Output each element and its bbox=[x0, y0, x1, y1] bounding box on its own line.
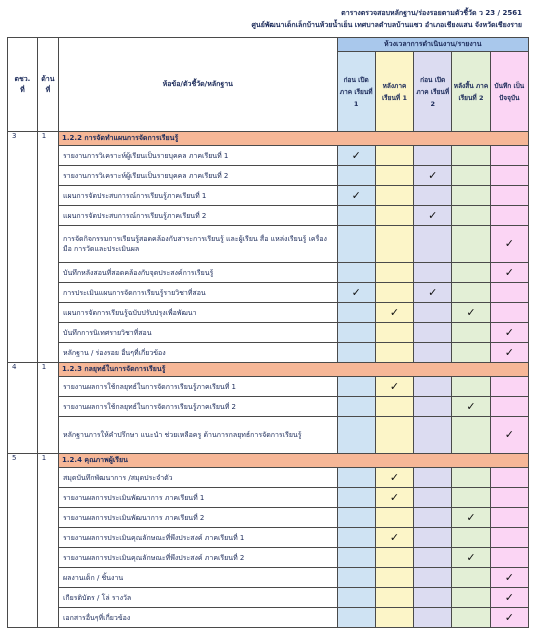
period-cell bbox=[414, 468, 452, 488]
period-cell bbox=[490, 186, 528, 206]
period-cell bbox=[337, 608, 375, 628]
evidence-item: เกียรติบัตร / โล่ รางวัล bbox=[59, 588, 338, 608]
evidence-item: รายงานการวิเคราะห์ผู้เรียนเป็นรายบุคคล ภาคเรียนที่ 1 bbox=[59, 146, 338, 166]
period-cell bbox=[452, 263, 490, 283]
evidence-table bbox=[7, 37, 529, 628]
evidence-item: สมุดบันทึกพัฒนาการ /สมุดประจำตัว bbox=[59, 468, 338, 488]
table-row bbox=[8, 588, 529, 608]
period-cell bbox=[375, 608, 413, 628]
evidence-item: รายงานผลการประเมินคุณลักษณะที่พึงประสงค์ ภาคเรียนที่ 1 bbox=[59, 528, 338, 548]
evidence-item: หลักฐาน / ร่องรอย อื่นๆที่เกี่ยวข้อง bbox=[59, 343, 338, 363]
period-cell bbox=[337, 397, 375, 417]
period-cell bbox=[452, 226, 490, 263]
evidence-item: แผนการจัดประสบการณ์การเรียนรู้ภาคเรียนที่ 2 bbox=[59, 206, 338, 226]
table-row bbox=[8, 206, 529, 226]
period-cell bbox=[375, 226, 413, 263]
check-mark-icon: ✓ bbox=[337, 283, 375, 303]
section-title: 1.2.4 คุณภาพผู้เรียน bbox=[59, 454, 529, 468]
evidence-item: แผนการจัดประสบการณ์การเรียนรู้ภาคเรียนที่ 1 bbox=[59, 186, 338, 206]
check-mark-icon: ✓ bbox=[490, 226, 528, 263]
period-cell bbox=[490, 468, 528, 488]
indicator-number: 3 bbox=[8, 132, 38, 363]
period-cell bbox=[375, 166, 413, 186]
column-header-item: ห้อข้อ/ตัวชี้วัด/หลักฐาน bbox=[59, 38, 338, 132]
check-mark-icon: ✓ bbox=[414, 206, 452, 226]
period-cell bbox=[414, 186, 452, 206]
check-mark-icon: ✓ bbox=[490, 568, 528, 588]
table-row bbox=[8, 283, 529, 303]
period-cell bbox=[375, 417, 413, 454]
period-cell bbox=[414, 226, 452, 263]
period-cell bbox=[452, 323, 490, 343]
aspect-number: 1 bbox=[37, 363, 58, 454]
table-row bbox=[8, 417, 529, 454]
period-cell bbox=[337, 263, 375, 283]
aspect-number: 1 bbox=[37, 454, 58, 628]
period-cell bbox=[452, 146, 490, 166]
column-header-period-1: ก่อน เปิด ภาค เรียนที่ 1 bbox=[337, 52, 375, 132]
check-mark-icon: ✓ bbox=[375, 303, 413, 323]
evidence-item: การจัดกิจกรรมการเรียนรู้สอดคล้องกับสาระการเรียนรู้ และผู้เรียน สื่อ แหล่งเรียนรู้ เครื่องมือ การวัดและประเมินผล bbox=[59, 226, 338, 263]
evidence-item: รายงานผลการใช้กลยุทธ์ในการจัดการเรียนรู้ภาคเรียนที่ 2 bbox=[59, 397, 338, 417]
check-mark-icon: ✓ bbox=[490, 608, 528, 628]
check-mark-icon: ✓ bbox=[490, 588, 528, 608]
period-cell bbox=[375, 508, 413, 528]
period-cell bbox=[414, 263, 452, 283]
period-cell bbox=[375, 588, 413, 608]
evidence-item: เอกสารอื่นๆที่เกี่ยวข้อง bbox=[59, 608, 338, 628]
evidence-item: หลักฐานการให้คำปรึกษา แนะนำ ช่วยเหลือครู ด้านการกลยุทธ์การจัดการเรียนรู้ bbox=[59, 417, 338, 454]
column-header-period-2: หลังภาค เรียนที่ 1 bbox=[375, 52, 413, 132]
column-header-id: ตชว. ที่ bbox=[8, 38, 38, 132]
check-mark-icon: ✓ bbox=[375, 377, 413, 397]
aspect-number: 1 bbox=[37, 132, 58, 363]
period-cell bbox=[414, 528, 452, 548]
period-cell bbox=[375, 263, 413, 283]
column-header-sub: ด้าน ที่ bbox=[37, 38, 58, 132]
period-cell bbox=[375, 146, 413, 166]
column-header-period-5: บันทึก เป็น ปัจจุบัน bbox=[490, 52, 528, 132]
evidence-item: รายงานผลการใช้กลยุทธ์ในการจัดการเรียนรู้ภาคเรียนที่ 1 bbox=[59, 377, 338, 397]
period-cell bbox=[490, 508, 528, 528]
period-cell bbox=[414, 303, 452, 323]
table-row bbox=[8, 377, 529, 397]
table-row bbox=[8, 343, 529, 363]
evidence-item: รายงานผลการประเมินพัฒนาการ ภาคเรียนที่ 2 bbox=[59, 508, 338, 528]
period-cell bbox=[452, 166, 490, 186]
table-row bbox=[8, 323, 529, 343]
table-row bbox=[8, 397, 529, 417]
indicator-number: 5 bbox=[8, 454, 38, 628]
period-cell bbox=[452, 417, 490, 454]
check-mark-icon: ✓ bbox=[452, 397, 490, 417]
period-cell bbox=[452, 468, 490, 488]
table-body bbox=[8, 132, 529, 628]
table-row bbox=[8, 488, 529, 508]
evidence-item: บันทึกหลังสอนที่สอดคล้องกับจุดประสงค์การเรียนรู้ bbox=[59, 263, 338, 283]
period-cell bbox=[337, 488, 375, 508]
column-header-period-4: หลังสิ้น ภาค เรียนที่ 2 bbox=[452, 52, 490, 132]
evidence-item: แผนการจัดการเรียนรู้ฉบับปรับปรุงเพื่อพัฒนา bbox=[59, 303, 338, 323]
check-mark-icon: ✓ bbox=[452, 548, 490, 568]
evidence-item: รายงานผลการประเมินคุณลักษณะที่พึงประสงค์ ภาคเรียนที่ 2 bbox=[59, 548, 338, 568]
evidence-item: รายงานผลการประเมินพัฒนาการ ภาคเรียนที่ 1 bbox=[59, 488, 338, 508]
check-mark-icon: ✓ bbox=[452, 508, 490, 528]
period-cell bbox=[490, 397, 528, 417]
table-row bbox=[8, 226, 529, 263]
check-mark-icon: ✓ bbox=[414, 166, 452, 186]
period-cell bbox=[375, 323, 413, 343]
period-cell bbox=[490, 303, 528, 323]
period-cell bbox=[490, 548, 528, 568]
table-row bbox=[8, 608, 529, 628]
period-cell bbox=[414, 323, 452, 343]
period-cell bbox=[452, 568, 490, 588]
period-cell bbox=[452, 343, 490, 363]
check-mark-icon: ✓ bbox=[375, 468, 413, 488]
period-cell bbox=[414, 608, 452, 628]
period-cell bbox=[490, 206, 528, 226]
period-cell bbox=[452, 283, 490, 303]
check-mark-icon: ✓ bbox=[375, 528, 413, 548]
period-cell bbox=[452, 528, 490, 548]
period-cell bbox=[490, 146, 528, 166]
period-cell bbox=[452, 588, 490, 608]
period-cell bbox=[414, 508, 452, 528]
period-cell bbox=[337, 206, 375, 226]
evidence-item: การประเมินแผนการจัดการเรียนรู้รายวิชาที่สอน bbox=[59, 283, 338, 303]
section-title: 1.2.3 กลยุทธ์ในการจัดการเรียนรู้ bbox=[59, 363, 529, 377]
document-subtitle: ศูนย์พัฒนาเด็กเล็กบ้านห้วยน้ำเย็น เทศบาลตำบลบ้านแซว อำเภอเชียงแสน จังหวัดเชียงราย bbox=[251, 21, 522, 29]
period-cell bbox=[490, 166, 528, 186]
section-title: 1.2.2 การจัดทำแผนการจัดการเรียนรู้ bbox=[59, 132, 529, 146]
check-mark-icon: ✓ bbox=[337, 186, 375, 206]
check-mark-icon: ✓ bbox=[414, 283, 452, 303]
period-cell bbox=[414, 568, 452, 588]
period-cell bbox=[452, 206, 490, 226]
period-cell bbox=[375, 186, 413, 206]
check-mark-icon: ✓ bbox=[452, 303, 490, 323]
period-cell bbox=[337, 528, 375, 548]
check-mark-icon: ✓ bbox=[490, 323, 528, 343]
check-mark-icon: ✓ bbox=[337, 146, 375, 166]
check-mark-icon: ✓ bbox=[375, 488, 413, 508]
table-row bbox=[8, 548, 529, 568]
period-cell bbox=[490, 488, 528, 508]
period-cell bbox=[414, 343, 452, 363]
table-row bbox=[8, 166, 529, 186]
period-cell bbox=[375, 397, 413, 417]
table-row bbox=[8, 468, 529, 488]
indicator-number: 4 bbox=[8, 363, 38, 454]
document-title: ตารางตรวจสอบหลักฐาน/ร่องรอยตามตัวชี้วัด ว 23 / 2561 bbox=[341, 9, 522, 17]
period-cell bbox=[337, 166, 375, 186]
period-cell bbox=[490, 283, 528, 303]
table-row bbox=[8, 508, 529, 528]
section-row bbox=[8, 363, 529, 377]
period-cell bbox=[414, 488, 452, 508]
period-cell bbox=[414, 548, 452, 568]
check-mark-icon: ✓ bbox=[490, 343, 528, 363]
period-cell bbox=[337, 343, 375, 363]
table-row bbox=[8, 263, 529, 283]
table-row bbox=[8, 528, 529, 548]
period-cell bbox=[414, 377, 452, 397]
table-row bbox=[8, 303, 529, 323]
evidence-item: รายงานการวิเคราะห์ผู้เรียนเป็นรายบุคคล ภาคเรียนที่ 2 bbox=[59, 166, 338, 186]
period-cell bbox=[337, 417, 375, 454]
section-row bbox=[8, 454, 529, 468]
period-cell bbox=[337, 303, 375, 323]
period-cell bbox=[490, 377, 528, 397]
period-cell bbox=[337, 568, 375, 588]
table-row bbox=[8, 186, 529, 206]
period-cell bbox=[414, 397, 452, 417]
period-cell bbox=[452, 377, 490, 397]
column-group-header: ห้วงเวลาการดำเนินงาน/รายงาน bbox=[337, 38, 528, 52]
check-mark-icon: ✓ bbox=[490, 263, 528, 283]
section-row bbox=[8, 132, 529, 146]
period-cell bbox=[375, 283, 413, 303]
period-cell bbox=[452, 186, 490, 206]
period-cell bbox=[452, 608, 490, 628]
table-row bbox=[8, 568, 529, 588]
period-cell bbox=[414, 417, 452, 454]
period-cell bbox=[337, 548, 375, 568]
column-header-period-3: ก่อน เปิดภาค เรียนที่ 2 bbox=[414, 52, 452, 132]
period-cell bbox=[375, 206, 413, 226]
period-cell bbox=[375, 568, 413, 588]
period-cell bbox=[337, 323, 375, 343]
period-cell bbox=[337, 468, 375, 488]
period-cell bbox=[414, 588, 452, 608]
period-cell bbox=[337, 226, 375, 263]
period-cell bbox=[490, 528, 528, 548]
evidence-item: ผลงานเด็ก / ชิ้นงาน bbox=[59, 568, 338, 588]
period-cell bbox=[414, 146, 452, 166]
check-mark-icon: ✓ bbox=[490, 417, 528, 454]
table-row bbox=[8, 146, 529, 166]
period-cell bbox=[337, 377, 375, 397]
period-cell bbox=[337, 508, 375, 528]
period-cell bbox=[375, 343, 413, 363]
period-cell bbox=[452, 488, 490, 508]
evidence-item: บันทึกการนิเทศรายวิชาที่สอน bbox=[59, 323, 338, 343]
period-cell bbox=[375, 548, 413, 568]
period-cell bbox=[337, 588, 375, 608]
